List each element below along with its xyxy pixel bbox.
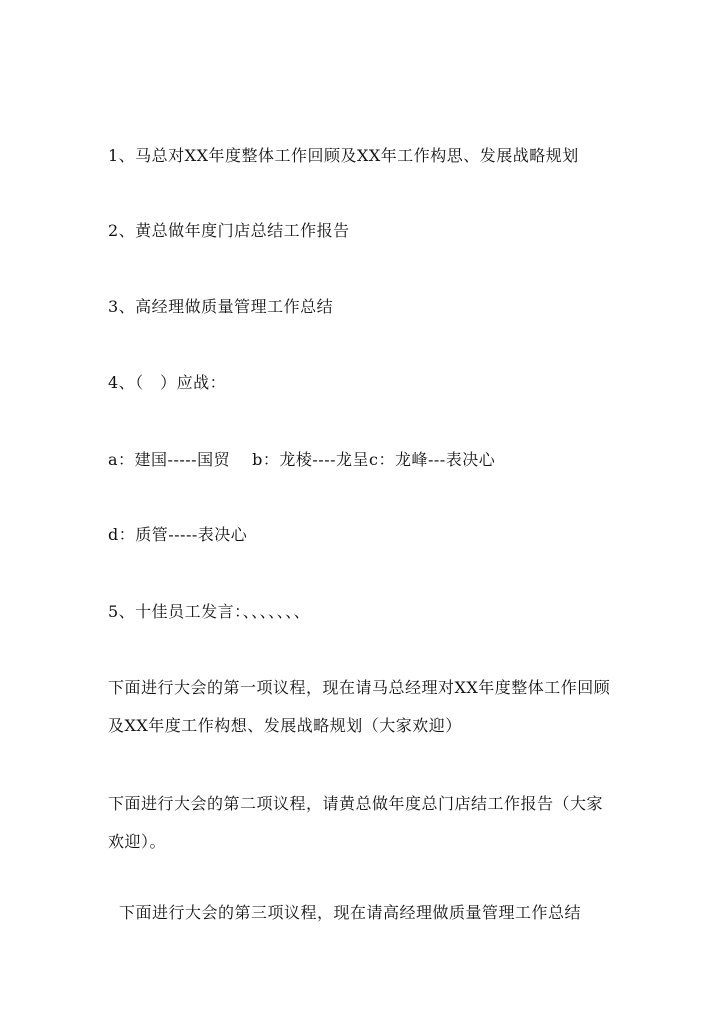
agenda-item-5: 5、十佳员工发言：、、、、、、、 (108, 602, 311, 621)
agenda-paragraph-1: 下面进行大会的第一项议程，现在请马总经理对XX年度整体工作回顾及XX年度工作构想、发展战略规划（大家欢迎） (108, 678, 611, 735)
agenda-paragraph-3: 下面进行大会的第三项议程，现在请高经理做质量管理工作总结 (119, 903, 582, 922)
agenda-paragraph-2: 下面进行大会的第二项议程，请黄总做年度总门店结工作报告（大家欢迎）。 (108, 794, 604, 851)
agenda-item-4-a-b-c: a：建国-----国贸 b：龙棱----龙呈c：龙峰---表决心 (108, 450, 496, 469)
agenda-item-4-d: d：质管-----表决心 (108, 525, 248, 544)
agenda-item-1: 1、马总对XX年度整体工作回顾及XX年工作构思、发展战略规划 (108, 146, 579, 165)
agenda-item-4: 4、（ ）应战： (108, 373, 227, 392)
agenda-item-2: 2、黄总做年度门店总结工作报告 (108, 221, 350, 240)
agenda-item-3: 3、高经理做质量管理工作总结 (108, 297, 334, 316)
